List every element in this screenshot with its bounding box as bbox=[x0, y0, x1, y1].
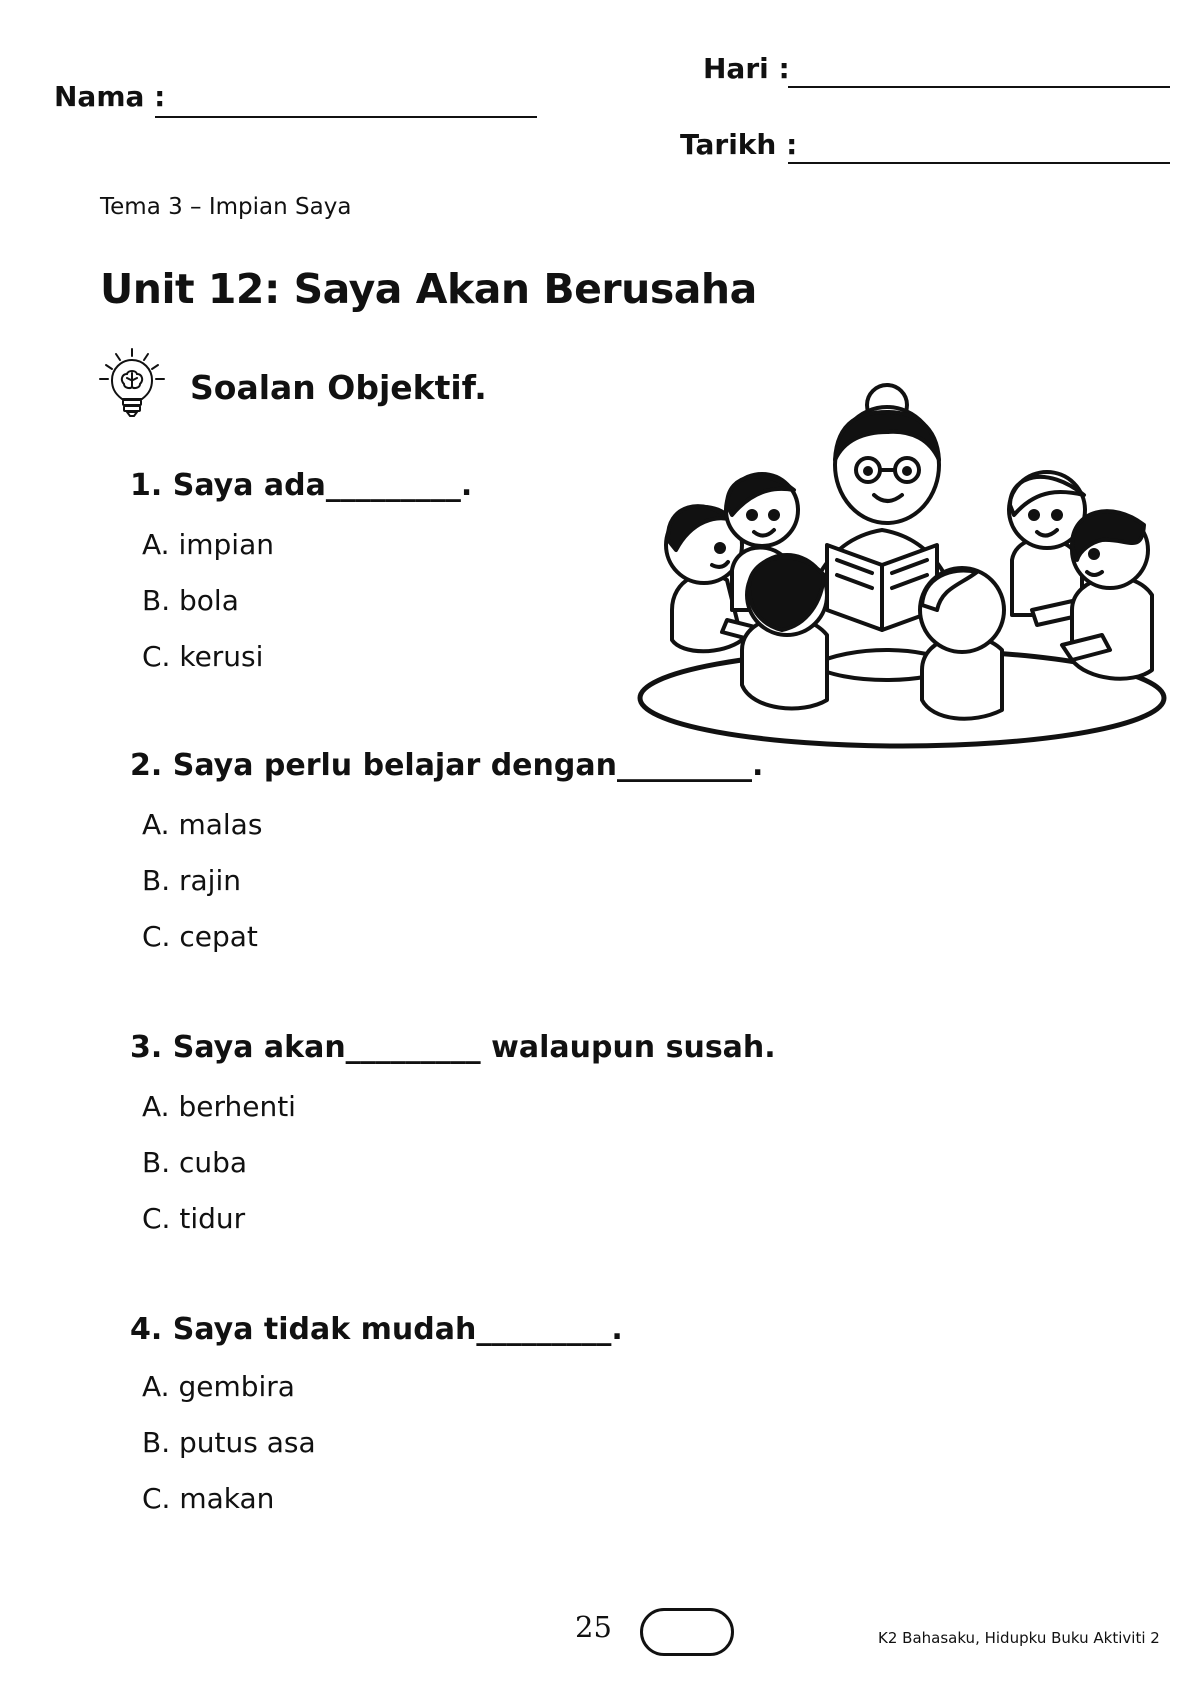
question-text: 4. Saya tidak mudah_________. bbox=[130, 1312, 623, 1347]
question-text: 3. Saya akan_________ walaupun susah. bbox=[130, 1030, 776, 1065]
option-c[interactable]: C. tidur bbox=[142, 1202, 246, 1235]
book-footer: K2 Bahasaku, Hidupku Buku Aktiviti 2 bbox=[878, 1629, 1160, 1647]
option-b[interactable]: B. rajin bbox=[142, 864, 241, 897]
theme-label: Tema 3 – Impian Saya bbox=[100, 194, 352, 220]
tarikh-answer-line[interactable] bbox=[788, 162, 1170, 164]
option-c[interactable]: C. kerusi bbox=[142, 640, 264, 673]
lightbulb-brain-icon bbox=[96, 347, 168, 419]
hari-label: Hari : bbox=[703, 52, 790, 85]
option-b[interactable]: B. bola bbox=[142, 584, 239, 617]
nama-label: Nama : bbox=[54, 80, 166, 113]
option-a[interactable]: A. gembira bbox=[142, 1370, 295, 1403]
question-text: 2. Saya perlu belajar dengan_________. bbox=[130, 748, 764, 783]
page-number: 25 bbox=[575, 1610, 612, 1644]
unit-title: Unit 12: Saya Akan Berusaha bbox=[100, 265, 757, 313]
option-c[interactable]: C. makan bbox=[142, 1482, 275, 1515]
option-c[interactable]: C. cepat bbox=[142, 920, 258, 953]
option-a[interactable]: A. berhenti bbox=[142, 1090, 296, 1123]
option-a[interactable]: A. malas bbox=[142, 808, 263, 841]
teacher-reading-illustration bbox=[632, 380, 1172, 760]
option-a[interactable]: A. impian bbox=[142, 528, 274, 561]
page-oval bbox=[640, 1608, 734, 1656]
tarikh-label: Tarikh : bbox=[680, 128, 798, 161]
option-b[interactable]: B. putus asa bbox=[142, 1426, 316, 1459]
hari-answer-line[interactable] bbox=[788, 86, 1170, 88]
nama-answer-line[interactable] bbox=[155, 116, 537, 118]
section-title: Soalan Objektif. bbox=[190, 368, 487, 407]
question-text: 1. Saya ada_________. bbox=[130, 468, 473, 503]
option-b[interactable]: B. cuba bbox=[142, 1146, 248, 1179]
